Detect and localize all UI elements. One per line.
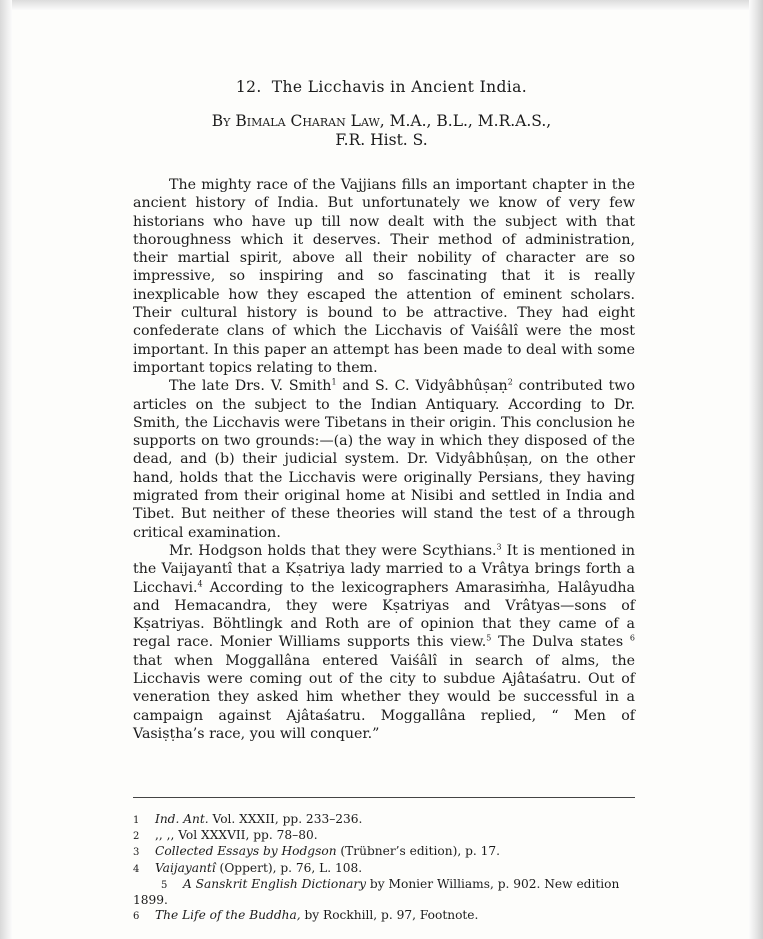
article-body: [133, 176, 635, 743]
footnote-text: (Oppert), p. 76, L. 108.: [215, 860, 363, 875]
footnote-text: Vol. XXXII, pp. 233–236.: [208, 812, 363, 826]
footnote-mark: 3: [133, 847, 140, 859]
footnote-text: by Monier Williams, p. 902. New edition 1899.: [133, 876, 620, 908]
footnote-ref-3: 3: [496, 542, 502, 552]
p2-text-c: contributed two articles on the subject to the Indian Antiquary. According to Dr. Smith, the Licchavis were Tibetans in their origin. This conclusion he supports on two grounds:—(a) the way in which they disposed of the dead, and (b) their judicial system. Dr. Vidyâbhûṣaṇ, on the other hand, holds that the Licchavis were originally Persians, they having migrated from their original home at Nisibi and settled in India and Tibet. But neither of these theories will stand the test of a through critical examination.: [133, 378, 635, 541]
paragraph-2: [133, 377, 635, 542]
footnote-title: The Life of the Buddha,: [155, 908, 301, 923]
footnote-3: [133, 844, 643, 860]
footnote-mark: 5: [161, 879, 168, 891]
footnote-ref-4: 4: [197, 578, 203, 588]
footnote-title: Vaijayantî: [155, 860, 216, 875]
author-byline: [0, 112, 763, 150]
footnote-mark: 6: [133, 911, 140, 923]
p3-text-a: Mr. Hodgson holds that they were Scythians.: [169, 542, 497, 559]
footnote-ref-2: 2: [507, 377, 513, 387]
footnote-4: [133, 861, 643, 877]
footnote-ref-1: 1: [331, 377, 337, 387]
footnotes: [133, 812, 643, 924]
footnote-mark: 2: [133, 831, 140, 843]
footnote-title: Ind. Ant.: [155, 812, 209, 826]
article-number: 12.: [235, 78, 262, 96]
page-top-edge: [0, 0, 763, 10]
p3-text-d: The Dulva states: [491, 634, 630, 651]
p2-text-a: The late Drs. V. Smith: [169, 378, 332, 395]
article-title: [0, 78, 763, 96]
footnote-ref-5: 5: [486, 633, 492, 643]
paragraph-3: [133, 542, 635, 743]
author-line: [0, 112, 763, 131]
footnote-title: Collected Essays by Hodgson: [155, 844, 337, 859]
p3-text-c: According to the lexicographers Amarasiṁha, Halâyudha and Hemacandra, they were Kṣatriyas and Vrâtyas—sons of Kṣatriyas. Böhtlingk and Roth are of opinion that they came of a regal race. Monier Williams supports this view.: [133, 579, 635, 651]
by-label: By: [211, 112, 231, 130]
footnote-text: ,, ,, Vol XXXVII, pp. 78–80.: [155, 828, 318, 843]
footnote-mark: 4: [133, 863, 140, 875]
author-credentials-line2: F.R. Hist. S.: [335, 131, 428, 149]
footnote-title: A Sanskrit English Dictionary: [183, 876, 367, 891]
author-name: Bimala Charan Law: [235, 112, 380, 130]
p3-text-b: It is mentioned in the Vaijayantî that a Kṣatriya lady married to a Vrâtya brings forth a Licchavi.: [133, 542, 635, 596]
footnote-ref-6: 6: [629, 633, 635, 643]
footnote-text: by Rockhill, p. 97, Footnote.: [300, 908, 479, 923]
paragraph-1: The mighty race of the Vajjians fills an important chapter in the ancient history of India. But unfortunately we know of very few historians who have up till now dealt with the subject with that thoroughness which it deserves. Their method of administration, their martial spirit, above all their nobility of character are so impressive, so inspiring and so fascinating that it is really inexplicable how they escaped the attention of eminent scholars. Their cultural history is bound to be attractive. They had eight confederate clans of which the Licchavis of Vaiśâlî were the most important. In this paper an attempt has been made to deal with some important topics relating to them.: [133, 177, 635, 376]
footnote-1: [133, 812, 643, 828]
footnote-5: [133, 877, 643, 908]
footnote-mark: 1: [133, 815, 140, 826]
article-title-text: The Licchavis in Ancient India.: [271, 78, 528, 96]
footnote-text: (Trübner’s edition), p. 17.: [336, 844, 501, 859]
p2-text-b: and S. C. Vidyâbhûṣaṇ: [336, 378, 508, 395]
footnote-2: [133, 828, 643, 844]
footnote-divider: [133, 797, 635, 798]
author-credentials: , M.A., B.L., M.R.A.S.,: [379, 112, 552, 130]
p3-text-e: that when Moggallâna entered Vaiśâlî in search of alms, the Licchavis were coming out of the city to subdue Ajâtaśatru. Out of veneration they asked him whether they would be successful in a campaign against Ajâtaśatru. Moggallâna replied, “ Men of Vasiṣṭha’s race, you will conquer.”: [133, 652, 635, 742]
footnote-6: [133, 908, 643, 924]
